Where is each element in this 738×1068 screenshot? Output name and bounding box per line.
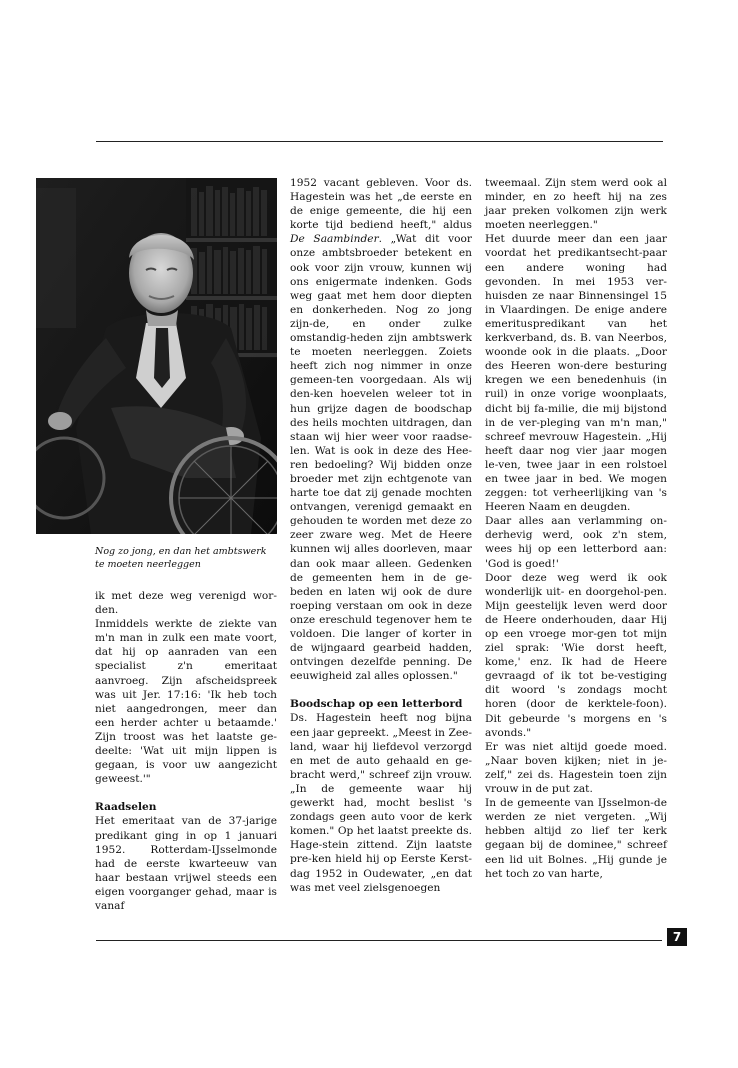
publication-title: De Saambinder: [290, 233, 379, 246]
paragraph: Er was niet altijd goede moed. „Naar boven kijken; niet in je-zelf," zei ds. Hagestein toen zijn vrouw in de put zat.: [485, 740, 667, 796]
paragraph: Ds. Hagestein heeft nog bijna een jaar gepreekt. „Meest in Zee-land, waar hij liefdevol verzorgd en met de auto gehaald en ge-bracht werd," schreef zijn vrouw. „In de gemeente waar hij gewerkt had, mocht beslist 's zondags geen auto voor de kerk komen." Op het laatst preekte ds. Hage-stein zittend. Zijn laatste pre-ken hield hij op Eerste Kerst-dag 1952 in Oudewater, „en dat was met veel zielsgenoegen: [290, 712, 472, 894]
bottom-rule: [96, 940, 662, 941]
paragraph: Daar alles aan verlamming on-derhevig werd, ook z'n stem, wees hij op een letterbord aan: 'God is goed!': [485, 515, 667, 570]
paragraph: Het emeritaat van de 37-jarige predikant ging in op 1 januari 1952. Rotterdam-IJsselmonde had de eerste kwarteeuw van haar bestaan vrijwel steeds een eigen voorganger gehad, maar is vanaf: [95, 815, 277, 912]
page-number: 7: [667, 928, 687, 946]
photo-caption: Nog zo jong, en dan het ambtswerk te moeten neerleggen: [95, 546, 267, 570]
paragraph: tweemaal. Zijn stem werd ook al minder, en zo heeft hij na zes jaar preken volkomen zijn werk moeten neerleggen.": [485, 177, 667, 232]
column-1: [95, 589, 277, 913]
paragraph: In de gemeente van IJsselmon-de werden ze niet vergeten. „Wij hebben altijd zo lief ter kerk gegaan bij de dominee," schreef een lid uit Bolnes. „Hij gunde je het toch zo van harte,: [485, 797, 667, 880]
column-2: [290, 176, 472, 895]
paragraph: Door deze weg werd ik ook wonderlijk uit- en doorgehol-pen. Mijn geestelijk leven werd door de Heere onderhouden, daar Hij op een vroege mor-gen tot mijn ziel sprak: 'Wie dorst heeft, kome,' enz. Ik had de Heere gevraagd of ik tot be-vestiging dit woord 's zondags mocht horen (door de kerktele-foon). Dit gebeurde 's morgens en 's avonds.": [485, 571, 667, 739]
portrait-photo: [36, 178, 277, 534]
column-3: [485, 176, 667, 881]
top-rule: [96, 141, 663, 142]
paragraph: Het duurde meer dan een jaar voordat het predikantsecht-paar een andere woning had gevonden. In mei 1953 ver-huisden ze naar Binnensingel 15 in Vlaardingen. De enige andere emerituspredikant van het kerkverband, ds. B. van Neerbos, woonde ook in die plaats. „Door des Heeren won-dere besturing kregen we een benedenhuis (in ruil) in onze vorige woonplaats, dicht bij fa-milie, die mij bijstond in de ver-pleging van m'n man," schreef mevrouw Hagestein. „Hij heeft daar nog vier jaar mogen le-ven, twee jaar in een rolstoel en twee jaar in bed. We mogen zeggen: tot verheerlijking van 's Heeren Naam en deugden.: [485, 233, 667, 514]
section-heading-letterbord: Boodschap op een letterbord: [290, 698, 463, 711]
paragraph: Inmiddels werkte de ziekte van m'n man in zulk een mate voort, dat hij op aanraden van een specialist z'n emeritaat aanvroeg. Zijn afscheidspreek was uit Jer. 17:16: 'Ik heb toch niet aangedrongen, meer dan een herder achter u betaamde.' Zijn troost was het laatste ge-deelte: 'Wat uit mijn lippen is gegaan, is voor uw aangezicht geweest.'": [95, 618, 277, 786]
paragraph: ik met deze weg verenigd wor-den.: [95, 590, 277, 617]
section-heading-raadselen: Raadselen: [95, 801, 157, 814]
paragraph: 1952 vacant gebleven. Voor ds. Hagestein was het „de eerste en de enige gemeente, die hij een korte tijd bediend heeft," aldus De Saambinder. „Wat dit voor onze ambtsbroeder betekent en ook voor zijn vrouw, kunnen wij ons enigermate indenken. Gods weg gaat met hem door diepten en donkerheden. Nog zo jong zijn-de, en onder zulke omstandig-heden zijn ambtswerk te moeten neerleggen. Zoiets heeft zich nog nimmer in onze gemeen-ten voorgedaan. Als wij den-ken hoevelen weleer tot in hun grijze dagen de boodschap des heils mochten uitdragen, dan staan wij hier weer voor raadse-len. Wat is ook in deze des Hee-ren bedoeling? Wij bidden onze broeder met zijn echtgenote van harte toe dat zij genade mochten ontvangen, verenigd gemaakt en gehouden te worden met deze zo zeer zware weg. Met de Heere kunnen wij alles doorleven, maar dan ook maar alleen. Gedenken de gemeenten hem in de ge-beden en laten wij ook de dure roeping verstaan om ook in deze onze ereschuld tegenover hem te voldoen. Die langer of korter in de wijngaard gearbeid hadden, ontvingen dezelfde penning. De eeuwigheid zal alles oplossen.": [290, 177, 473, 683]
